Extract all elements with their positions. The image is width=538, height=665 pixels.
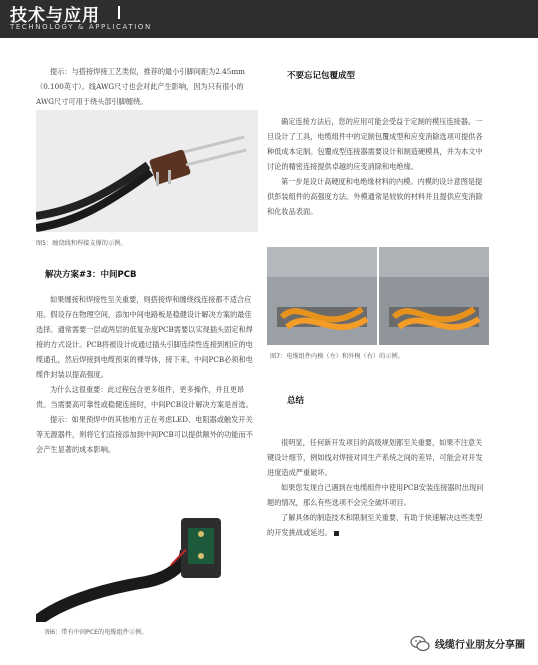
title-divider xyxy=(118,6,120,19)
watermark-text: 线缆行业朋友分享圈 xyxy=(435,640,525,651)
header-bar xyxy=(0,0,538,38)
section3-body: 如果缠接和焊接性至关重要，则搭接焊和缠绕线连接都不适合应用。假设存在物理空间，添加中间电路板是稳健设计解决方案的最佳选择。通常需要一层或两层的低复杂度PCB需要以实现插头固定和焊接的方式设计。PCB将被设计成通过插头引脚连续性连接到相应的电缆通孔，然后焊接到电缆预束的裸导体，接下来，中间PCB必须和电缆件封装以提高强度。 为什么这很重要：此过程包含更多组件，更多操作，并且更昂贵。当需要高可靠性或稳健连接时，中间PCB设计解决方案是首选。 提示：如果预焊中的其他地方正在考虑LED、电阻器或触发开关等无源器件，则将它们直接添加到中间PCB可以提供额外的功能而不会产生显著的成本影响。 xyxy=(36,295,253,454)
figure5-photo xyxy=(36,110,258,232)
end-mark xyxy=(334,531,339,536)
wechat-icon xyxy=(410,635,430,653)
figure5-caption: 图5：缠绕线和焊接支撑的示例。 xyxy=(36,240,127,247)
summary-body: 很明显，任何新开发项目的高级规划都至关重要，如果不注意关键设计细节，例如线对焊接对同生产系统之间的差异，可能会对开发进度造成严重破坏。 如果您发现自己遇到在电缆组件中使用PCB安装连接器时出现问题的情况，那么有些选项不会完全破坏项目。 了解具体的制造技术和限制至关重要，有助于快速解决这些类型的开发挑战或延迟。 xyxy=(267,438,484,537)
section3-heading: 解决方案#3：中间PCB xyxy=(45,270,137,280)
left-tip-paragraph: 提示：与搭接焊接工艺类似，推荐的最小引脚间距为2.45mm（0.100英寸）。线AWG尺寸也会对此产生影响，因为只有很小的AWG尺寸可用于绕头部引脚缠绕。 xyxy=(36,67,245,106)
figure6-photo xyxy=(36,510,258,622)
footer-watermark xyxy=(404,632,538,658)
section-subtitle: TECHNOLOGY & APPLICATION xyxy=(10,23,152,31)
pcb-cable-illustration xyxy=(36,510,258,622)
summary-heading: 总结 xyxy=(287,396,305,406)
overmold-heading: 不要忘记包覆成型 xyxy=(287,71,356,81)
figure7-caption: 图7：电缆组件内模（左）和外模（右）的示例。 xyxy=(270,353,404,360)
overmold-body: 确定连接方法后，您的应用可能会受益于定制的模压连接器。一旦设计了工具，电缆组件中的定制包覆成型和应变消除选项可提供各种低成本定制。包覆成型连接器需要设计和制造硬模具，并为本文中讨论的精密连接提供卓越的应变消除和电绝缘。 第一步是设计高硬度和电绝缘材料的内模。内模的设计意图是提供彭装组件的高强度方法。外模通常是较软的材料并且提供应变消除和化妆品表面。 xyxy=(267,117,483,216)
section-title: 技术与应用 xyxy=(10,6,100,26)
wire-wrap-illustration xyxy=(36,110,258,232)
figure7-photo xyxy=(267,247,489,345)
overmold-illustration xyxy=(267,247,489,345)
figure6-caption: 图6：带有中间PCE的电缆组件示例。 xyxy=(45,629,148,636)
